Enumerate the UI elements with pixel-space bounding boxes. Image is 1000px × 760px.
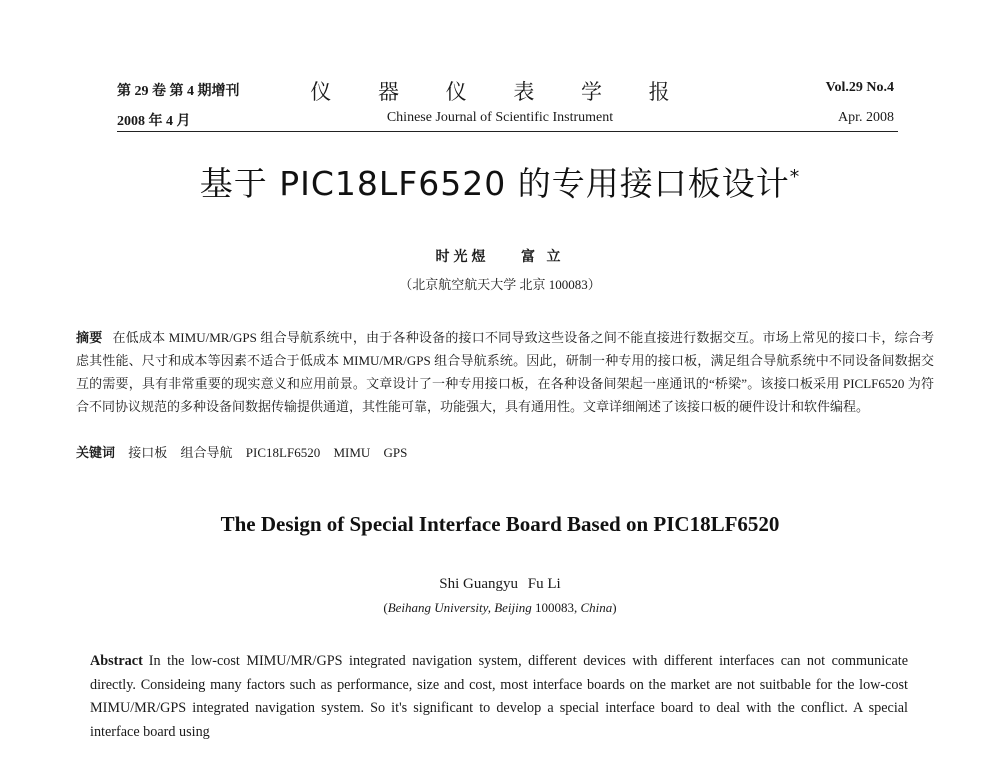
affil-university: Beihang University, Beijing — [387, 600, 532, 615]
authors-en — [0, 576, 1000, 593]
title-footnote-marker: * — [789, 166, 801, 188]
paper-title-cn-text: 基于 PIC18LF6520 的专用接口板设计 — [199, 164, 790, 203]
affil-country: China — [580, 600, 613, 615]
abstract-en-label: Abstract — [90, 653, 143, 669]
affiliation-cn: （北京航空航天大学 北京 100083） — [399, 277, 601, 292]
author-cn-2: 富 立 — [521, 250, 565, 265]
abstract-en-text: In the low-cost MIMU/MR/GPS integrated navigation system, different devices with different interfaces can not communicate directly. Consideing many factors such as performance, size and cost, most interface boards on the market are not suitbable for the low-cost MIMU/MR/GPS integrated navigation system. So it's significant to develop a special interface board to deal with the conflict. A special interface board using — [90, 653, 908, 740]
affil-open: ( — [383, 600, 388, 615]
abstract-en — [90, 650, 908, 744]
abstract-cn — [76, 326, 934, 418]
date-en: Apr. 2008 — [838, 110, 894, 125]
affiliation-en — [0, 600, 1000, 616]
paper-title-cn — [0, 158, 1000, 205]
abstract-cn-label: 摘要 — [76, 330, 103, 345]
author-cn-1: 时光煜 — [435, 250, 490, 265]
volume-issue-en: Vol.29 No.4 — [825, 80, 894, 95]
affil-postcode: 100083, — [531, 600, 581, 615]
abstract-cn-text: 在低成本 MIMU/MR/GPS 组合导航系统中，由于各种设备的接口不同导致这些设备之间不能直接进行数据交互。市场上常见的接口卡，综合考虑其性能、尺寸和成本等因素不适合于低成本 MIMU/MR/GPS 组合导航系统。因此，研制一种专用的接口板，满足组合导航系统中不同设备间数据交互的需要，具有非常重要的现实意义和应用前景。文章设计了一种专用接口板，在各种设备间架起一座通讯的“桥梁”。该接口板采用 PICLF6520 为符合不同协议规范的多种设备间数据传输提供通道，其性能可靠，功能强大，具有通用性。文章详细阐述了该接口板的硬件设计和软件编程。 — [76, 330, 934, 414]
keyword-5: GPS — [383, 445, 408, 460]
keywords-cn-label: 关键词 — [76, 445, 116, 460]
keyword-1: 接口板 — [128, 445, 168, 460]
keyword-2: 组合导航 — [180, 445, 233, 460]
author-en-1: Shi Guangyu — [439, 576, 519, 592]
author-en-2: Fu Li — [527, 576, 561, 592]
keywords-cn — [76, 441, 934, 464]
journal-name-en: Chinese Journal of Scientific Instrument — [386, 110, 614, 125]
volume-issue-cn: 第 29 卷 第 4 期增刊 — [117, 84, 240, 99]
keyword-3: PIC18LF6520 — [245, 445, 321, 460]
paper-title-en: The Design of Special Interface Board Based on PIC18LF6520 — [220, 512, 780, 536]
date-cn: 2008 年 4 月 — [117, 114, 191, 129]
header-rule — [117, 131, 898, 132]
keyword-4: MIMU — [333, 445, 371, 460]
journal-name-cn: 仪 器 仪 表 学 报 — [310, 80, 690, 104]
authors-cn — [0, 246, 1000, 266]
journal-header-row-1 — [0, 80, 1000, 102]
affil-close: ) — [612, 600, 617, 615]
journal-header-row-2 — [0, 110, 1000, 132]
